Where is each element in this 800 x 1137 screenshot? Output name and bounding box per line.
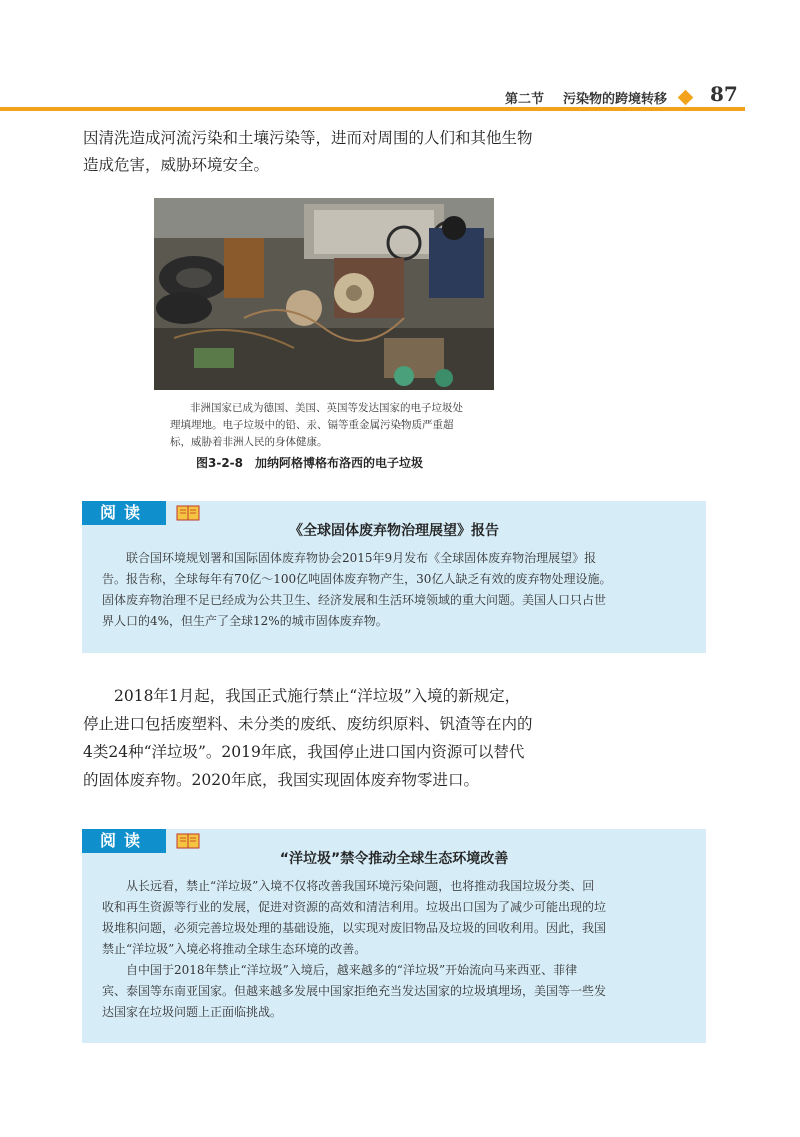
header-rule (0, 107, 745, 111)
main-para-line: 的固体废弃物。2020年底，我国实现固体废弃物零进口。 (83, 771, 479, 789)
header-title: 污染物的跨境转移 (563, 92, 668, 107)
main-para-line: 停止进口包括废塑料、未分类的废纸、废纺织原料、钒渣等在内的 (83, 715, 533, 733)
reading-line: 自中国于2018年禁止“洋垃圾”入境后，越来越多的“洋垃圾”开始流向马来西亚、菲律 (126, 963, 578, 977)
reading-box-1 (82, 501, 706, 653)
reading-line: 圾堆积问题，必须完善垃圾处理的基础设施，以实现对废旧物品及垃圾的回收利用。因此，我国 (102, 921, 607, 935)
reading-line: 宾、泰国等东南亚国家。但越来越多发展中国家拒绝充当发达国家的垃圾填埋场，美国等一些发 (102, 984, 607, 998)
caption-line-2: 理填埋地。电子垃圾中的铅、汞、镉等重金属污染物质严重超 (170, 419, 454, 431)
caption-line-3: 标，威胁着非洲人民的身体健康。 (170, 436, 328, 448)
reading-line: 联合国环境规划署和国际固体废弃物协会2015年9月发布《全球固体废弃物治理展望》报 (126, 551, 597, 565)
reading-line: 界人口的4%，但生产了全球12%的城市固体废弃物。 (102, 614, 388, 628)
diamond-icon (678, 90, 694, 106)
e-waste-illustration (154, 198, 494, 390)
main-para-line: 4类24种“洋垃圾”。2019年底，我国停止进口国内资源可以替代 (83, 743, 525, 761)
figure-label: 图3-2-8 加纳阿格博格布洛西的电子垃圾 (196, 456, 424, 470)
intro-line-1: 因清洗造成河流污染和土壤污染等，进而对周围的人们和其他生物 (83, 129, 533, 147)
page-number: 87 (710, 82, 738, 106)
intro-line-2: 造成危害，威胁环境安全。 (83, 156, 270, 174)
reading-line: 收和再生资源等行业的发展，促进对资源的高效和清洁利用。垃圾出口国为了减少可能出现的垃 (102, 900, 607, 914)
reading-line: 达国家在垃圾问题上正面临挑战。 (102, 1005, 283, 1019)
header-section: 第二节 (505, 92, 545, 107)
reading-line: 从长远看，禁止“洋垃圾”入境不仅将改善我国环境污染问题，也将推动我国垃圾分类、回 (126, 879, 595, 893)
main-para-line: 2018年1月起，我国正式施行禁止“洋垃圾”入境的新规定， (114, 687, 521, 705)
reading-line: 固体废弃物治理不足已经成为公共卫生、经济发展和生活环境领域的重大问题。美国人口只占世 (102, 593, 607, 607)
figure-caption (170, 400, 500, 451)
reading-box-2 (82, 829, 706, 1043)
reading-line: 告。报告称，全球每年有70亿～100亿吨固体废弃物产生，30亿人缺乏有效的废弃物处理设施。 (102, 572, 612, 586)
reading-title: 《全球固体废弃物治理展望》报告 (289, 523, 499, 539)
reading-title: “洋垃圾”禁令推动全球生态环境改善 (279, 851, 509, 867)
reading-line: 禁止“洋垃圾”入境必将推动全球生态环境的改善。 (102, 942, 367, 956)
reading-tag: 阅读 (82, 829, 166, 853)
caption-line-1: 非洲国家已成为德国、美国、英国等发达国家的电子垃圾处 (190, 402, 463, 414)
reading-tag: 阅读 (82, 501, 166, 525)
e-waste-photo (154, 198, 494, 390)
